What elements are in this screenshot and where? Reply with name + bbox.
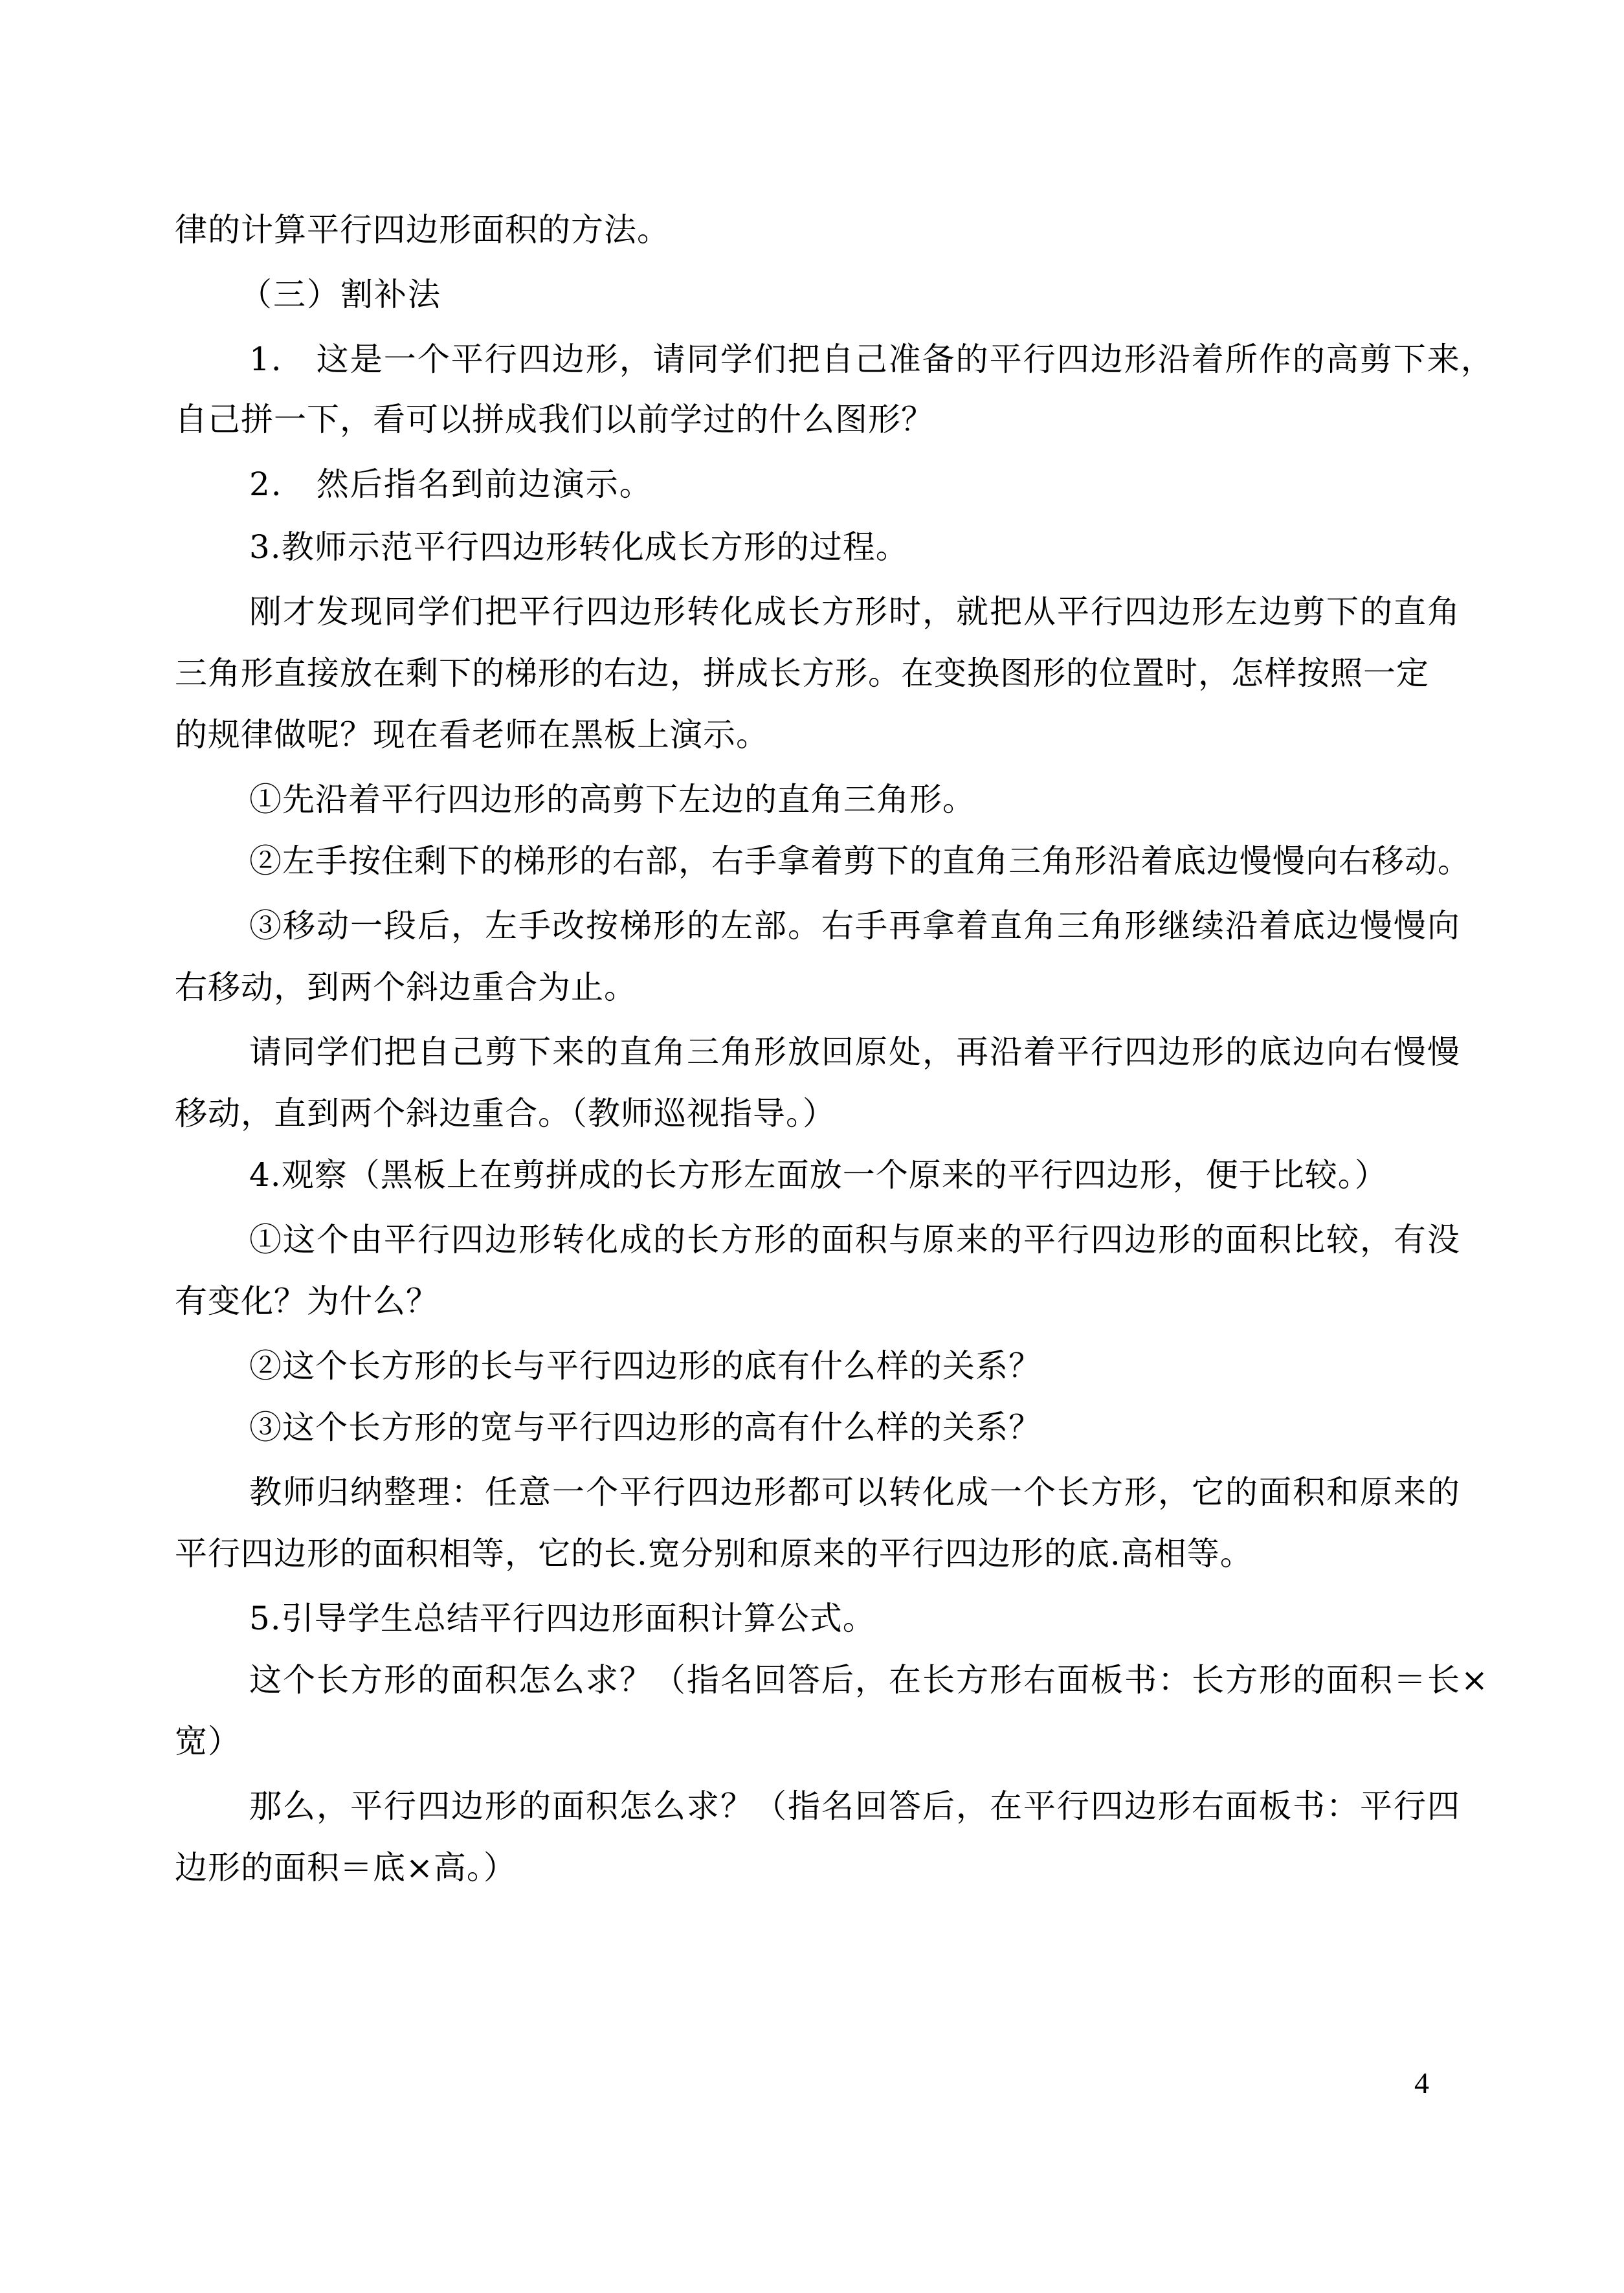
paragraph-line: 3.教师示范平行四边形转化成长方形的过程。 <box>249 528 909 566</box>
paragraph-line: 律的计算平行四边形面积的方法。 <box>175 211 670 249</box>
paragraph-line: 右移动，到两个斜边重合为止。 <box>175 968 637 1006</box>
paragraph-line: ③这个长方形的宽与平行四边形的高有什么样的关系？ <box>249 1409 1041 1446</box>
paragraph-line: 宽） <box>175 1723 241 1760</box>
paragraph-line: 2. 然后指名到前边演示。 <box>249 465 653 503</box>
paragraph-line: ②这个长方形的长与平行四边形的底有什么样的关系？ <box>249 1347 1041 1385</box>
paragraph-line: 三角形直接放在剩下的梯形的右边，拼成长方形。在变换图形的位置时，怎样按照一定 <box>175 654 1429 692</box>
paragraph-line: 那么，平行四边形的面积怎么求？（指名回答后，在平行四边形右面板书：平行四 <box>249 1787 1461 1825</box>
paragraph-line: 边形的面积＝底×高。） <box>175 1849 517 1886</box>
section-heading: （三）割补法 <box>239 276 441 313</box>
paragraph-line: 这个长方形的面积怎么求？（指名回答后，在长方形右面板书：长方形的面积＝长× <box>249 1661 1489 1699</box>
paragraph-line: 移动，直到两个斜边重合。（教师巡视指导。） <box>175 1095 836 1132</box>
paragraph-line: 4.观察（黑板上在剪拼成的长方形左面放一个原来的平行四边形，便于比较。） <box>249 1156 1388 1194</box>
paragraph-line: 1. 这是一个平行四边形，请同学们把自己准备的平行四边形沿着所作的高剪下来， <box>249 341 1495 378</box>
paragraph-line: 请同学们把自己剪下来的直角三角形放回原处，再沿着平行四边形的底边向右慢慢 <box>249 1033 1461 1071</box>
paragraph-line: ①这个由平行四边形转化成的长方形的面积与原来的平行四边形的面积比较，有没 <box>249 1221 1461 1258</box>
paragraph-line: 教师归纳整理：任意一个平行四边形都可以转化成一个长方形，它的面积和原来的 <box>249 1473 1461 1511</box>
paragraph-line: 平行四边形的面积相等，它的长.宽分别和原来的平行四边形的底.高相等。 <box>175 1535 1253 1572</box>
paragraph-line: 刚才发现同学们把平行四边形转化成长方形时，就把从平行四边形左边剪下的直角 <box>249 593 1461 631</box>
paragraph-line: 5.引导学生总结平行四边形面积计算公式。 <box>249 1600 876 1637</box>
paragraph-line: 的规律做呢？现在看老师在黑板上演示。 <box>175 716 769 754</box>
paragraph-line: 自己拼一下，看可以拼成我们以前学过的什么图形？ <box>175 401 934 438</box>
paragraph-line: ①先沿着平行四边形的高剪下左边的直角三角形。 <box>249 781 975 818</box>
paragraph-line: ③移动一段后，左手改按梯形的左部。右手再拿着直角三角形继续沿着底边慢慢向 <box>249 907 1461 945</box>
page-number: 4 <box>1414 2066 1429 2099</box>
paragraph-line: ②左手按住剩下的梯形的右部，右手拿着剪下的直角三角形沿着底边慢慢向右移动。 <box>249 842 1471 880</box>
paragraph-line: 有变化？为什么？ <box>175 1282 439 1320</box>
